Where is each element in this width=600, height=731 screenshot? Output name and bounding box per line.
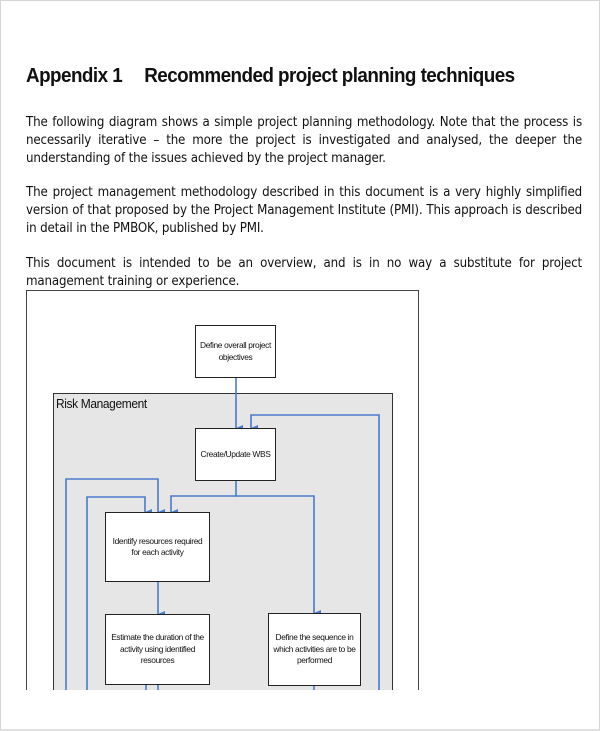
node-define-sequence xyxy=(268,613,361,686)
node-define-objectives-text: Define overall project objectives xyxy=(200,340,271,362)
node-create-update-wbs-text: Create/Update WBS xyxy=(200,448,271,459)
appendix-title: Recommended project planning techniques xyxy=(144,64,515,87)
appendix-label: Appendix 1 xyxy=(26,64,123,87)
node-identify-resources xyxy=(105,512,210,582)
pmi-paragraph: The project management methodology described in this document is a very highly simplified version of that proposed by the Project Management Institute (PMI). This approach is described in detail in the PMBOK, published by PMI. xyxy=(26,185,582,236)
node-estimate-duration-text: Estimate the duration of the activity using identified resources xyxy=(111,632,204,666)
disclaimer-paragraph: This document is intended to be an overview, and is in no way a substitute for project management training or experience. xyxy=(26,256,582,289)
node-create-update-wbs xyxy=(195,428,276,481)
risk-management-label: Risk Management xyxy=(56,396,147,411)
node-estimate-duration xyxy=(105,614,210,685)
intro-paragraph: The following diagram shows a simple project planning methodology. Note that the process is necessarily iterative – the more the project is investigated and analysed, the deeper the understanding of the issues achieved by the project manager. xyxy=(26,115,582,166)
node-define-sequence-text: Define the sequence in which activities are to be performed xyxy=(273,632,356,666)
node-define-objectives xyxy=(195,325,276,378)
node-identify-resources-text: Identify resources required for each activity xyxy=(112,535,203,557)
